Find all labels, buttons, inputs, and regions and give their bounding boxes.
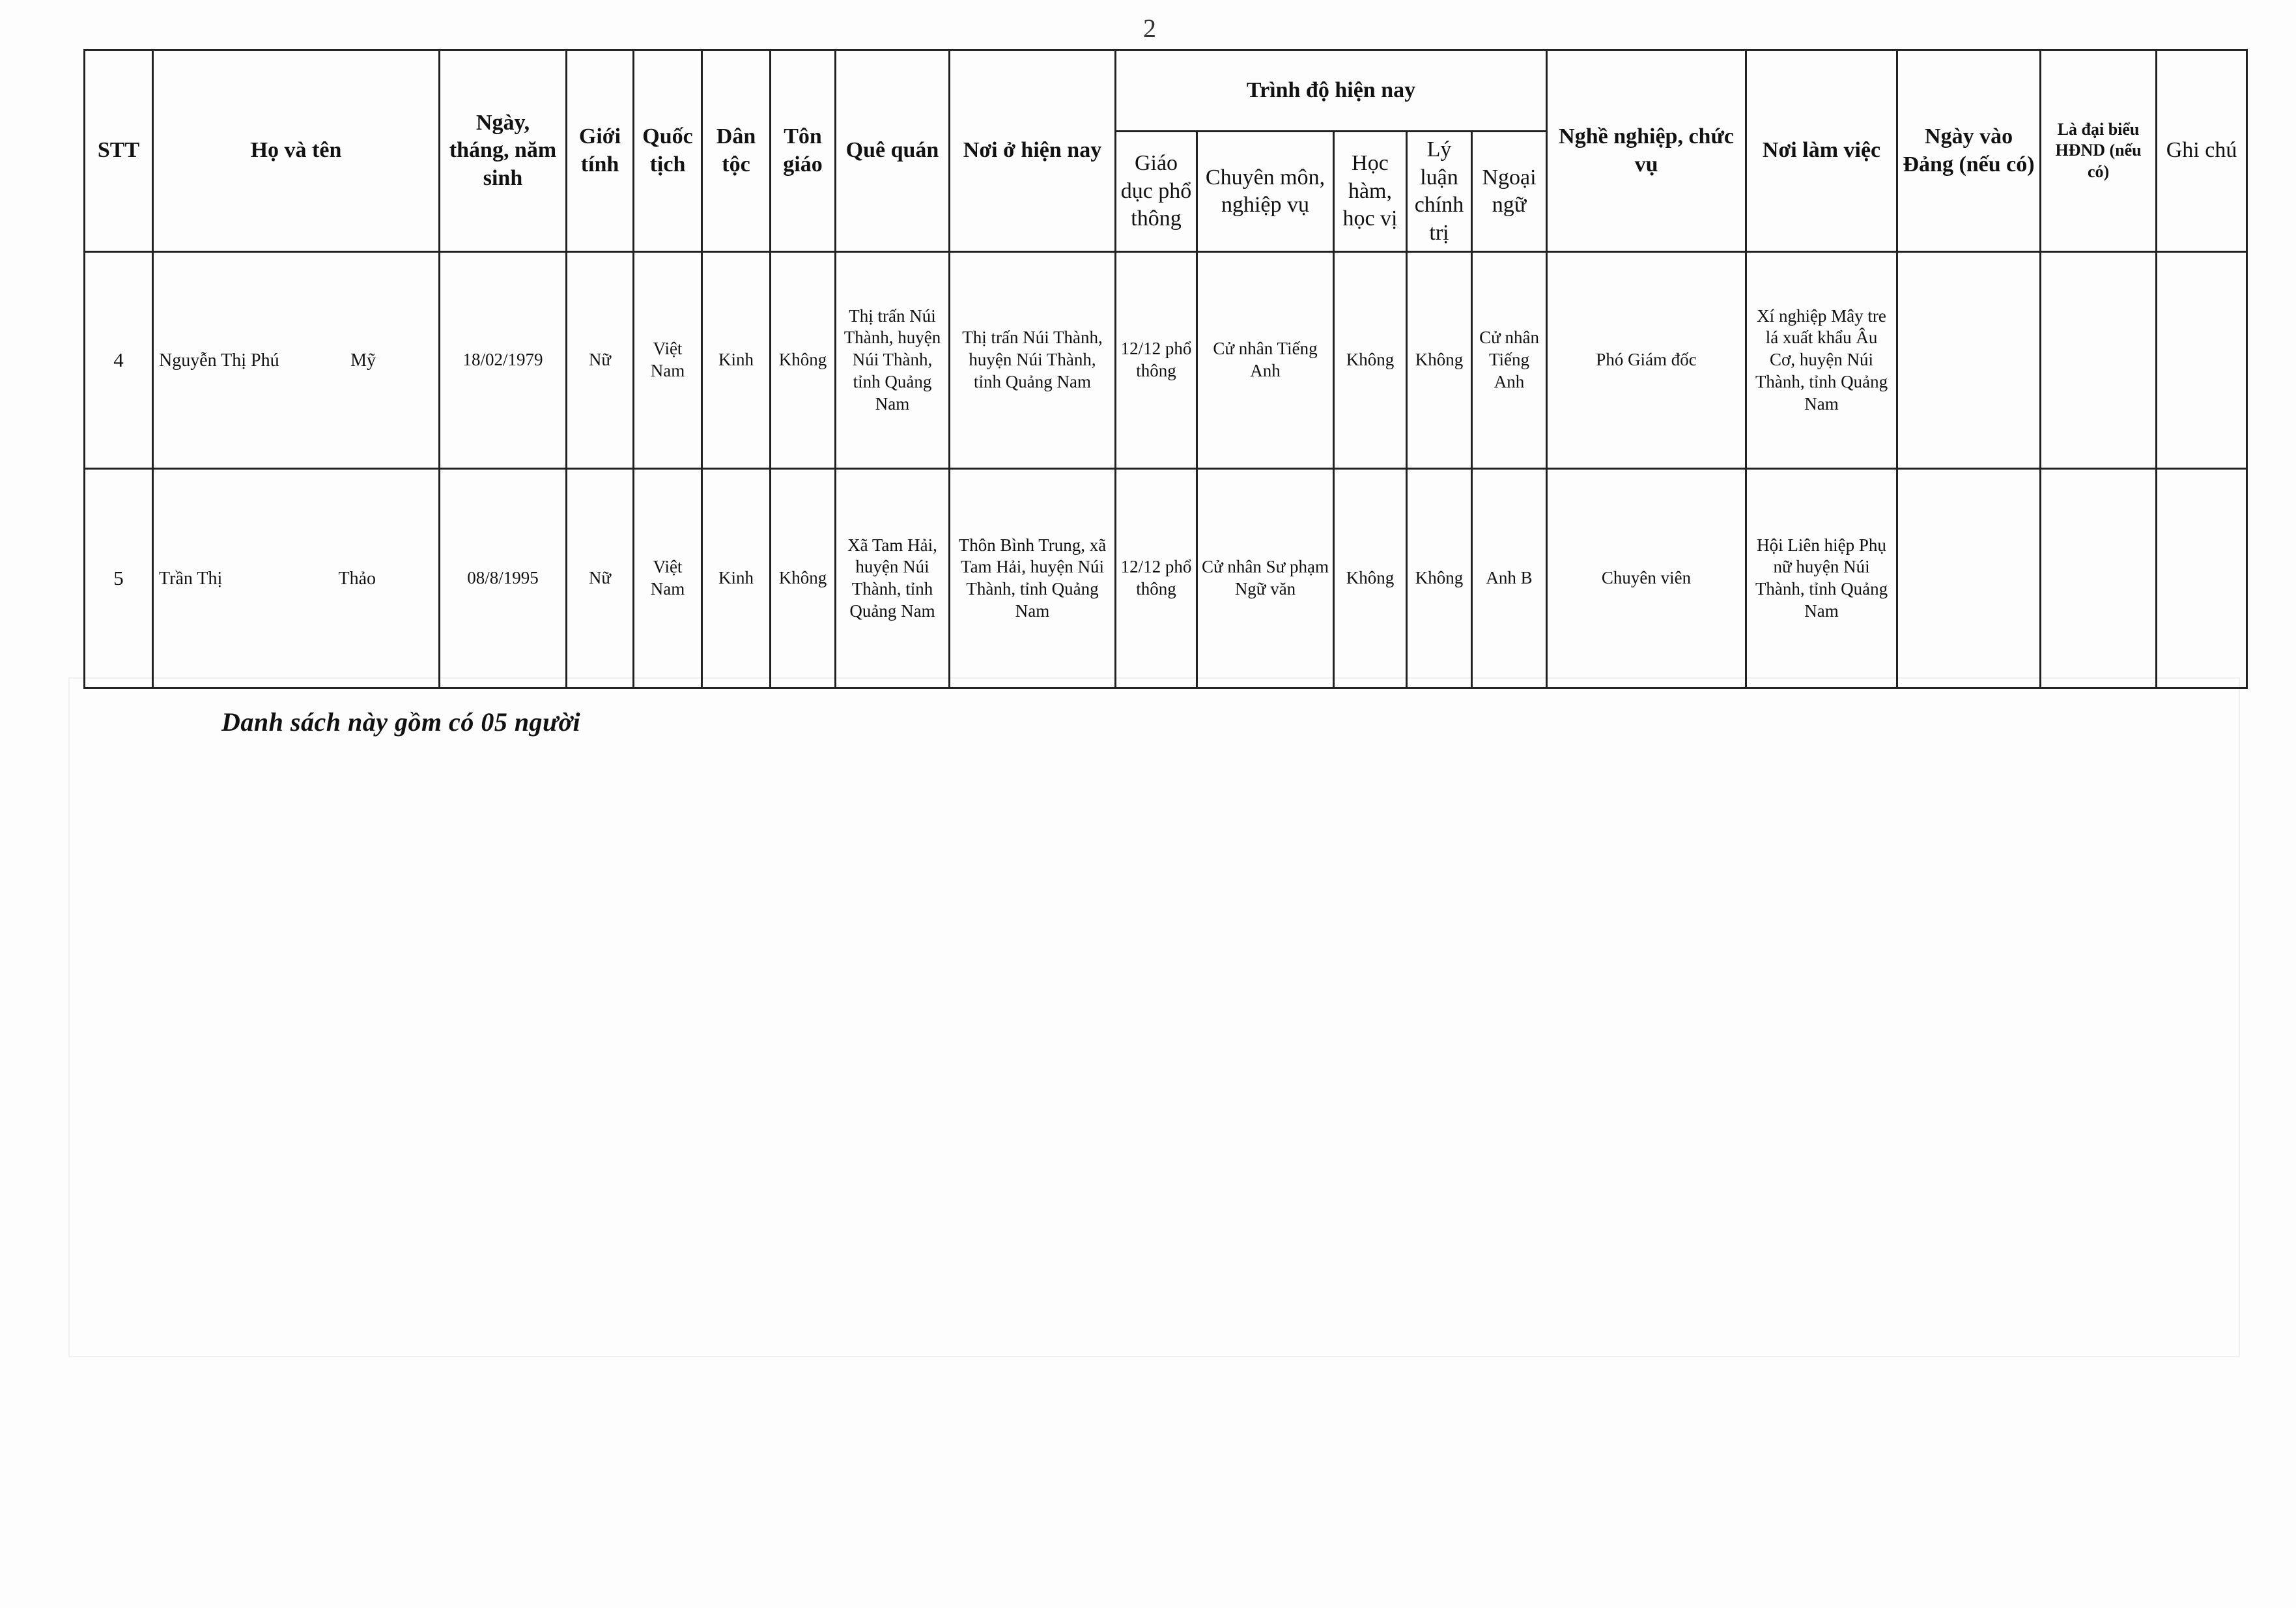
cell-ethnicity: Kinh — [702, 469, 771, 688]
cell-residence: Thôn Bình Trung, xã Tam Hải, huyện Núi Thành, tỉnh Quảng Nam — [950, 469, 1116, 688]
cell-council-delegate — [2041, 469, 2157, 688]
header-workplace: Nơi làm việc — [1746, 50, 1897, 252]
cell-nationality: Việt Nam — [634, 252, 702, 469]
table-row — [85, 469, 2247, 688]
cell-foreign-language: Anh B — [1472, 469, 1547, 688]
header-stt: STT — [85, 50, 153, 252]
header-gender: Giới tính — [567, 50, 634, 252]
header-birth-date: Ngày, tháng, năm sinh — [440, 50, 567, 252]
cell-gender: Nữ — [567, 469, 634, 688]
cell-general-education: 12/12 phổ thông — [1116, 469, 1197, 688]
cell-family-name: Nguyễn Thị Phú — [159, 350, 279, 371]
header-academic-title: Học hàm, học vị — [1334, 132, 1407, 252]
cell-workplace: Xí nghiệp Mây tre lá xuất khẩu Âu Cơ, huyện Núi Thành, tỉnh Quảng Nam — [1746, 252, 1897, 469]
table-header-row — [85, 50, 2247, 132]
bleed-through-table — [68, 677, 2240, 1357]
cell-birth-date: 18/02/1979 — [440, 252, 567, 469]
header-occupation: Nghề nghiệp, chức vụ — [1547, 50, 1746, 252]
cell-full-name — [153, 252, 440, 469]
cell-given-name: Thảo — [338, 568, 376, 589]
cell-gender: Nữ — [567, 252, 634, 469]
header-council-delegate: Là đại biểu HĐND (nếu có) — [2041, 50, 2157, 252]
header-religion: Tôn giáo — [771, 50, 836, 252]
page-number: 2 — [1143, 14, 1156, 43]
cell-religion: Không — [771, 252, 836, 469]
header-ethnicity: Dân tộc — [702, 50, 771, 252]
cell-academic-title: Không — [1334, 469, 1407, 688]
header-full-name: Họ và tên — [153, 50, 440, 252]
cell-party-join-date — [1897, 469, 2041, 688]
cell-occupation: Phó Giám đốc — [1547, 252, 1746, 469]
header-residence: Nơi ở hiện nay — [950, 50, 1116, 252]
header-general-education: Giáo dục phổ thông — [1116, 132, 1197, 252]
header-education-group: Trình độ hiện nay — [1116, 50, 1547, 132]
header-specialization: Chuyên môn, nghiệp vụ — [1197, 132, 1334, 252]
cell-specialization: Cử nhân Tiếng Anh — [1197, 252, 1334, 469]
candidate-list-table — [83, 49, 2248, 689]
cell-family-name: Trần Thị — [159, 568, 223, 589]
cell-occupation: Chuyên viên — [1547, 469, 1746, 688]
cell-political-theory: Không — [1407, 469, 1472, 688]
header-foreign-language: Ngoại ngữ — [1472, 132, 1547, 252]
cell-foreign-language: Cử nhân Tiếng Anh — [1472, 252, 1547, 469]
cell-council-delegate — [2041, 252, 2157, 469]
cell-party-join-date — [1897, 252, 2041, 469]
list-summary: Danh sách này gồm có 05 người — [221, 707, 581, 737]
cell-ethnicity: Kinh — [702, 252, 771, 469]
cell-residence: Thị trấn Núi Thành, huyện Núi Thành, tỉnh Quảng Nam — [950, 252, 1116, 469]
cell-academic-title: Không — [1334, 252, 1407, 469]
cell-religion: Không — [771, 469, 836, 688]
cell-full-name — [153, 469, 440, 688]
cell-birth-date: 08/8/1995 — [440, 469, 567, 688]
header-hometown: Quê quán — [836, 50, 950, 252]
cell-hometown: Thị trấn Núi Thành, huyện Núi Thành, tỉnh Quảng Nam — [836, 252, 950, 469]
header-political-theory: Lý luận chính trị — [1407, 132, 1472, 252]
cell-notes — [2157, 469, 2247, 688]
cell-nationality: Việt Nam — [634, 469, 702, 688]
header-party-join-date: Ngày vào Đảng (nếu có) — [1897, 50, 2041, 252]
cell-notes — [2157, 252, 2247, 469]
cell-general-education: 12/12 phổ thông — [1116, 252, 1197, 469]
cell-specialization: Cử nhân Sư phạm Ngữ văn — [1197, 469, 1334, 688]
cell-political-theory: Không — [1407, 252, 1472, 469]
cell-stt: 4 — [85, 252, 153, 469]
cell-hometown: Xã Tam Hải, huyện Núi Thành, tỉnh Quảng Nam — [836, 469, 950, 688]
header-nationality: Quốc tịch — [634, 50, 702, 252]
header-notes: Ghi chú — [2157, 50, 2247, 252]
cell-workplace: Hội Liên hiệp Phụ nữ huyện Núi Thành, tỉnh Quảng Nam — [1746, 469, 1897, 688]
cell-given-name: Mỹ — [350, 350, 376, 371]
cell-stt: 5 — [85, 469, 153, 688]
table-row — [85, 252, 2247, 469]
